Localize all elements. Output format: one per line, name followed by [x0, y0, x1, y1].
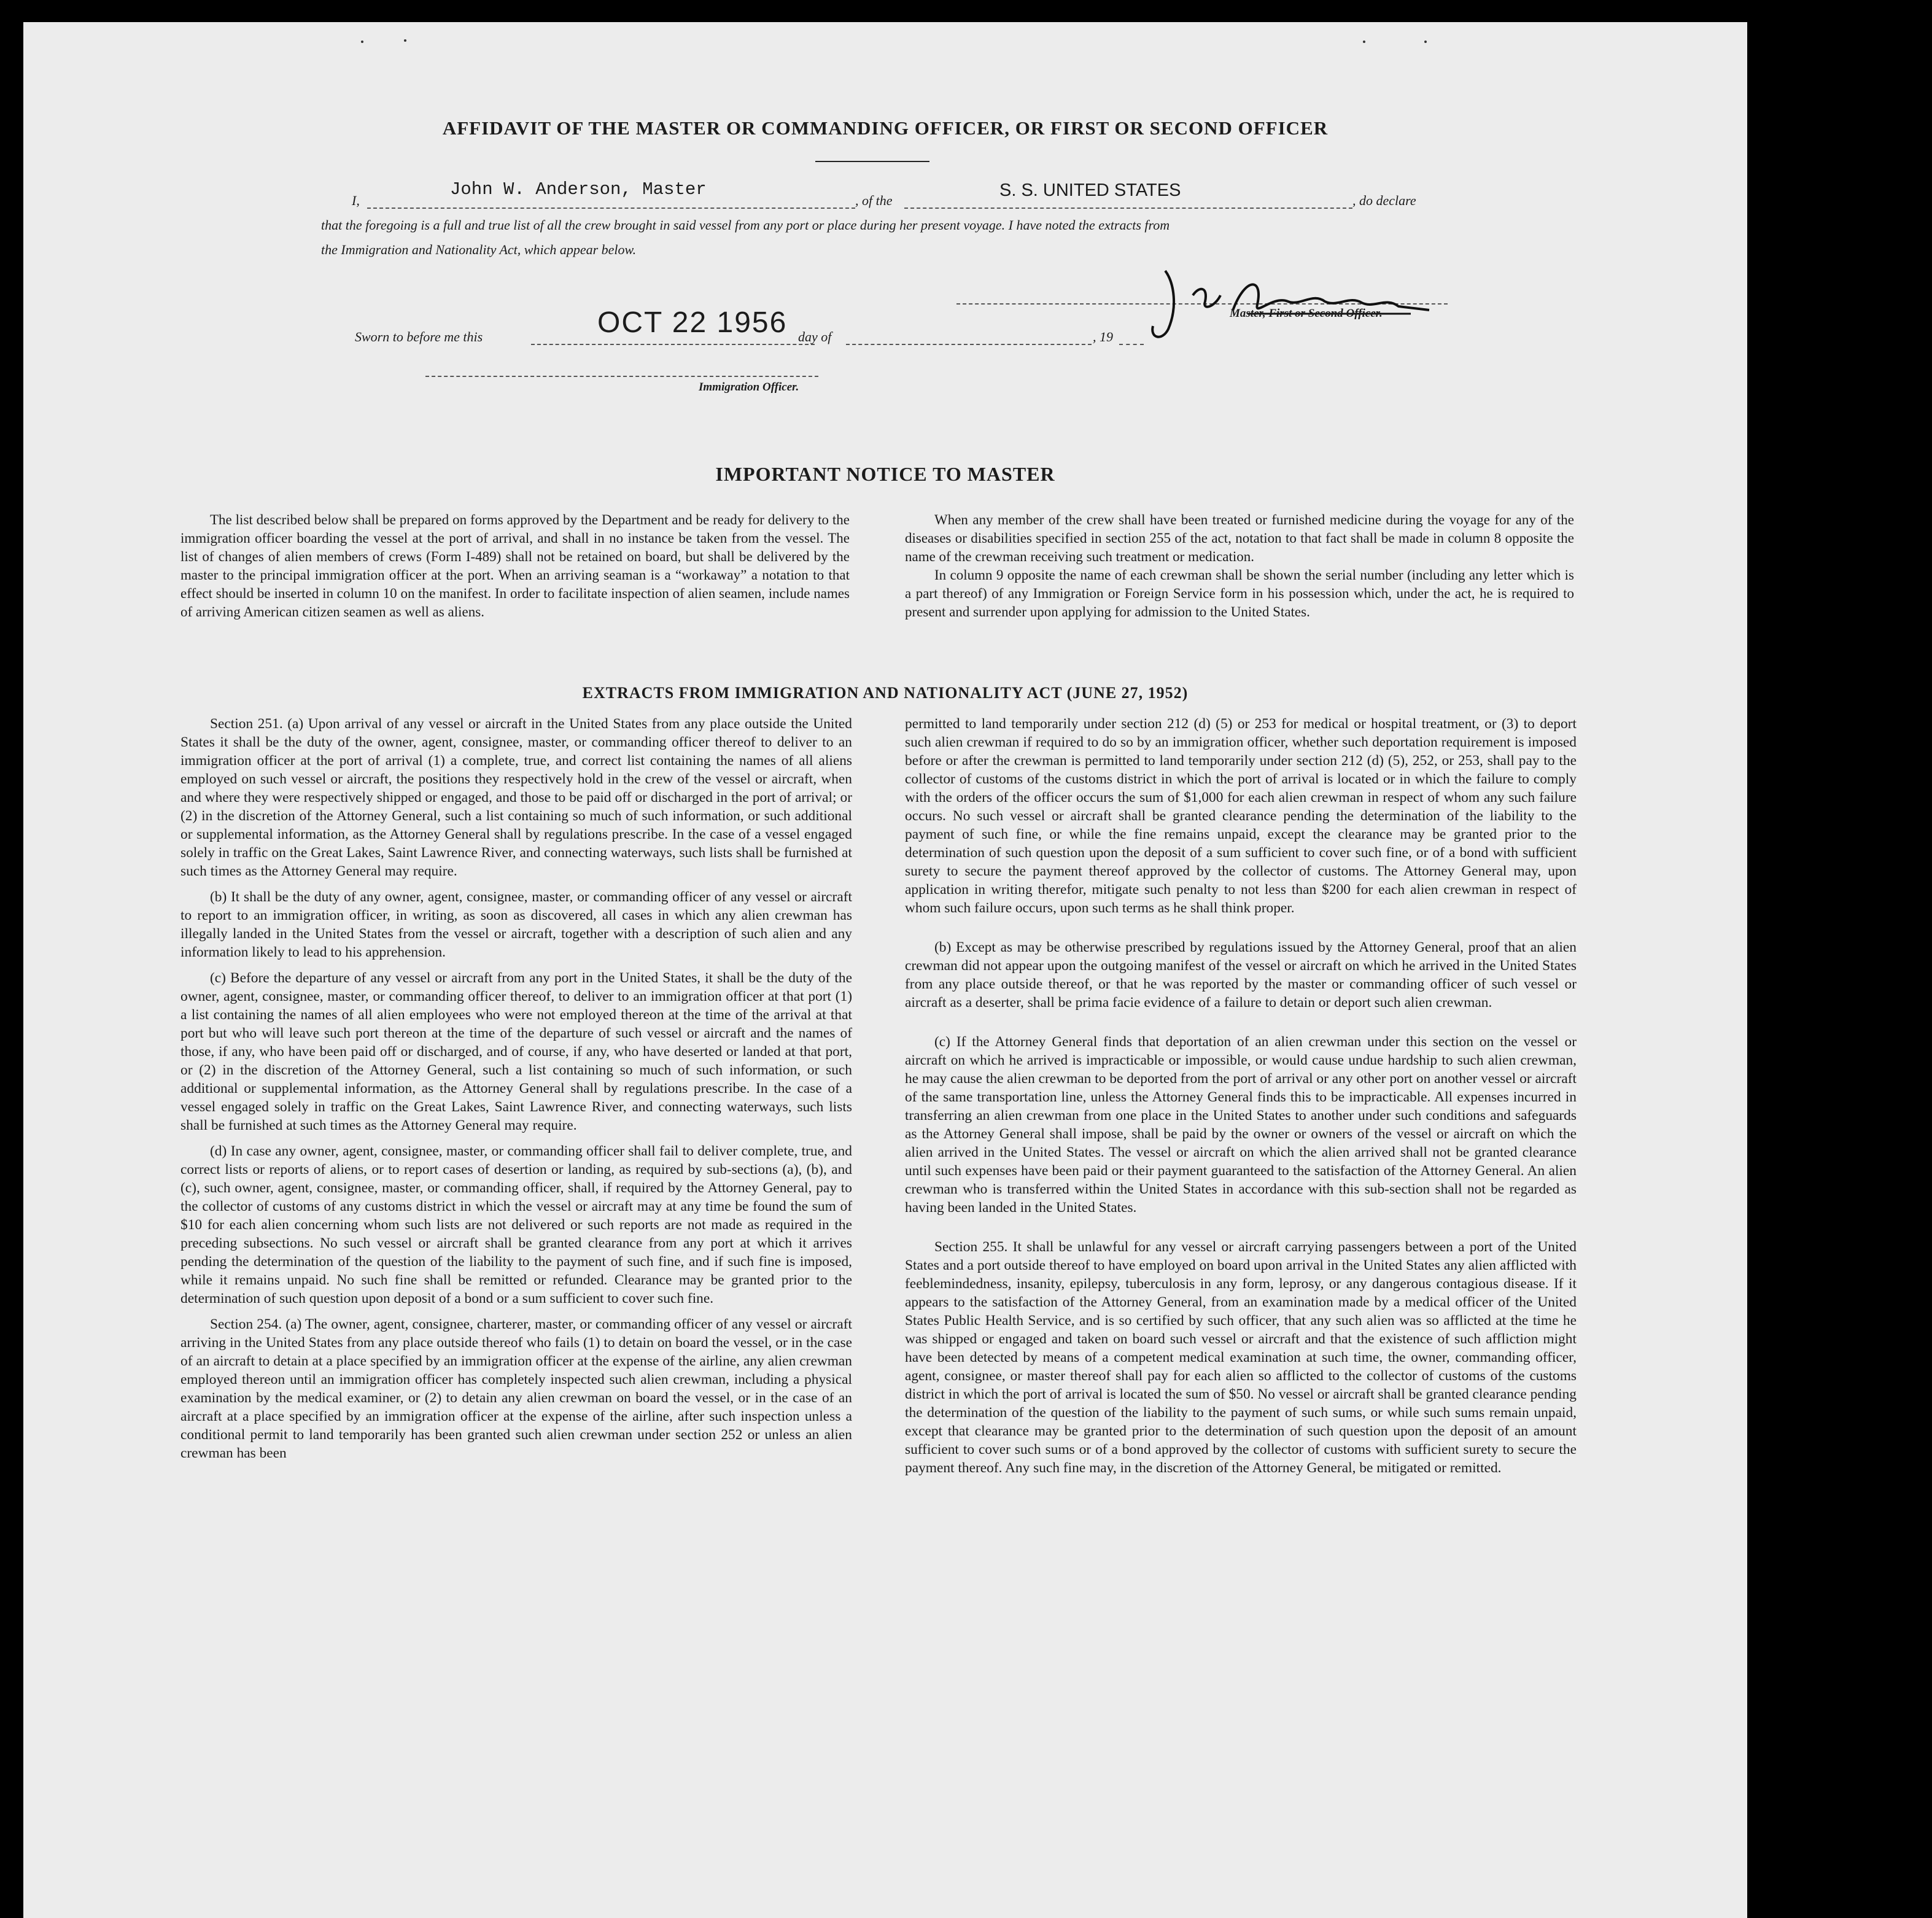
statement-line-1: that the foregoing is a full and true list of all the crew brought in said vessel from any port or place during her present voyage. I have noted the extracts from: [321, 217, 1170, 233]
scan-speck: [404, 39, 406, 42]
signature-image: [1141, 258, 1435, 347]
declarant-line: [367, 208, 855, 209]
section-254-a-continued: permitted to land temporarily under section 212 (d) (5) or 253 for medical or hospital treatment, or (3) to deport such alien crewman if required to do so by an immigration officer, whether such deportation requirement is imposed before or after the crewman is permitted to land temporarily under section 212 (d) (5), 252, or 253, shall pay to the collector of customs of the customs district in which the port of arrival is located or in which the failure to comply with the orders of the officer occurs the sum of $1,000 for each alien crewman in respect of whom any such failure occurs. No such vessel or aircraft shall be granted clearance pending the determination of the liability to the payment of such fine, or while the fine remains unpaid, except the clearance may be granted prior to the determination of such question upon the deposit of a sum sufficient to cover such fine, or of a bond with sufficient surety to secure the payment thereof approved by the collector of customs. The Attorney General may, upon application in writing therefor, mitigate such penalty to not less than $200 for each alien crewman in respect of whom such failure occurs, upon such terms as he shall think proper.: [905, 716, 1577, 916]
notice-right-paragraph-1: When any member of the crew shall have been treated or furnished medicine during the voyage for any of the diseases or disabilities specified in section 255 of the act, notation to that fact shall be made in column 8 opposite the name of the crewman receiving such treatment or medication.: [905, 512, 1574, 564]
notice-title: IMPORTANT NOTICE TO MASTER: [715, 463, 1055, 485]
day-of-label: day of: [798, 329, 832, 344]
notice-left-paragraph: The list described below shall be prepared on forms approved by the Department and be ready for delivery to the immigration officer boarding the vessel at the port of arrival, and shall in no instance be taken from the vessel. The list of changes of alien members of crews (Form I-489) shall not be retained on board, but shall be delivered by the master to the principal immigration officer at the port. When an arriving seaman is a “workaway” a notation to that effect should be inserted in column 10 on the manifest. In order to facilitate inspection of alien seamen, include names of arriving American citizen seamen as well as aliens.: [180, 512, 850, 619]
title-underline: [815, 161, 929, 162]
notice-right-column: [905, 511, 1574, 621]
scan-speck: [361, 41, 363, 43]
section-251-d: (d) In case any owner, agent, consignee, master, or commanding officer shall fail to deliver complete, true, and correct lists or reports of aliens, or to report cases of desertion or landing, as required by sub-sections (a), (b), and (c), such owner, agent, consignee, master, or commanding officer, shall, if required by the Attorney General, pay to the collector of customs of any customs district in which the vessel or aircraft may at any time be found the sum of $10 for each alien concerning whom such lists are not delivered or such reports are not made as required in the preceding subsections. No such vessel or aircraft shall be granted clearance from any port at which it arrives pending the determination of the question of the liability to the payment of such fine, and if such fine is imposed, while it remains unpaid. No such fine shall be remitted or refunded. Clearance may be granted prior to the determination of such question upon deposit of a bond or a sum sufficient to cover such fine.: [180, 1143, 852, 1306]
immigration-officer-caption: Immigration Officer.: [699, 381, 799, 394]
of-the-label: , of the: [855, 193, 893, 208]
section-254-a: Section 254. (a) The owner, agent, consignee, charterer, master, or commanding officer of any vessel or aircraft arriving in the United States from any place outside thereof who fails (1) to detain on board the vessel, or in the case of an aircraft to detain at a place specified by an immigration officer at the expense of the airline, any alien crewman employed thereon until an immigration officer has completely inspected such alien crewman, including a physical examination by the medical examiner, or (2) to detain any alien crewman on board the vessel, or in the case of an aircraft at a place specified by an immigration officer at the expense of the airline, after such inspection unless a conditional permit to land temporarily has been granted such alien crewman under section 252 or unless an alien crewman has been: [180, 1316, 852, 1461]
scan-speck: [1363, 41, 1365, 43]
section-251-c: (c) Before the departure of any vessel or aircraft from any port in the United States, it shall be the duty of the owner, agent, consignee, master, or commanding officer thereof, to deliver to an immigration officer at that port (1) a list containing the names of all alien employees who were not employed thereon at the time of the arrival at that port but who will leave such port thereon at the time of the departure of such vessel or aircraft and the names of those, if any, who have been paid off or discharged, and of course, if any, who have deserted or landed at that port, or (2) in the discretion of the Attorney General, such a list containing so much of such information, or such additional or supplemental information, as the Attorney General shall by regulations prescribe. In the case of a vessel engaged solely in traffic on the Great Lakes, Saint Lawrence River, and connecting waterways, such lists shall be furnished at such times as the Attorney General may require.: [180, 970, 852, 1133]
document-page: [23, 22, 1747, 1918]
section-251-a: Section 251. (a) Upon arrival of any vessel or aircraft in the United States from any place outside the United States it shall be the duty of the owner, agent, consignee, master, or commanding officer thereof to deliver to an immigration officer at the port of arrival (1) a complete, true, and correct list containing the names of all aliens employed on such vessel or aircraft, the positions they respectively hold in the crew of the vessel or aircraft, when and where they were respectively shipped or engaged, and those to be paid off or discharged in the port of arrival; or (2) in the discretion of the Attorney General, such a list containing so much of such information, or such additional or supplemental information, as the Attorney General shall by regulations prescribe. In the case of a vessel engaged solely in traffic on the Great Lakes, Saint Lawrence River, and connecting waterways, such lists shall be furnished at such times as the Attorney General may require.: [180, 716, 852, 879]
date-stamp: OCT 22 1956: [597, 306, 788, 339]
year-label: , 19: [1093, 329, 1113, 344]
declarant-name: John W. Anderson, Master: [450, 179, 707, 200]
do-declare-label: , do declare: [1352, 193, 1416, 208]
signature-caption: Master, First or Second Officer.: [1230, 307, 1383, 320]
i-label: I,: [352, 193, 360, 208]
section-255: Section 255. It shall be unlawful for any vessel or aircraft carrying passengers between a port of the United States and a port outside thereof to have employed on board upon arrival in the United States any alien afflicted with feeblemindedness, insanity, epilepsy, tuberculosis in any form, leprosy, or any dangerous contagious disease. If it appears to the satisfaction of the Attorney General, from an examination made by a medical officer of the United States Public Health Service, and is so certified by such officer, that any such alien was so afflicted at the time he was shipped or engaged and taken on board such vessel or aircraft and that the existence of such affliction might have been detected by means of a competent medical examination at such time, the owner, commanding officer, agent, consignee, or master thereof shall pay for each alien so afflicted to the collector of customs of the customs district in which the port of arrival is located the sum of $50. No vessel or aircraft shall be granted clearance pending the determination of the question of the liability to the payment of such sums, or while such sums remain unpaid, except that clearance may be granted prior to the determination of such question upon the deposit of an amount sufficient to cover such sums or of a bond approved by the collector of customs with sufficient surety to secure the payment thereof. Any such fine may, in the discretion of the Attorney General, be mitigated or remitted.: [905, 1239, 1577, 1476]
notice-left-column: [180, 511, 850, 621]
notice-right-paragraph-2: In column 9 opposite the name of each crewman shall be shown the serial number (including any letter which is a part thereof) of any Immigration or Foreign Service form in his possession which, under the act, he is required to present and surrender upon applying for admission to the United States.: [905, 567, 1574, 619]
year-line: [1119, 344, 1144, 345]
statement-line-2: the Immigration and Nationality Act, which appear below.: [321, 242, 637, 257]
extracts-left-column: [180, 715, 852, 1462]
extracts-title: EXTRACTS FROM IMMIGRATION AND NATIONALITY ACT (JUNE 27, 1952): [582, 684, 1189, 702]
sworn-day-line: [531, 344, 815, 345]
sworn-month-line: [846, 344, 1092, 345]
vessel-line: [904, 208, 1352, 209]
scan-speck: [1424, 41, 1427, 43]
affidavit-title: AFFIDAVIT OF THE MASTER OR COMMANDING OFFICER, OR FIRST OR SECOND OFFICER: [442, 117, 1329, 139]
immigration-officer-line: [425, 376, 818, 377]
section-254-c: (c) If the Attorney General finds that deportation of an alien crewman under this section on the vessel or aircraft on which he arrived is impracticable or impossible, or would cause undue hardship to such alien crewman, he may cause the alien crewman to be deported from the port of arrival or any other port on another vessel or aircraft of the same transportation line, unless the Attorney General finds this to be impracticable. All expenses incurred in transferring an alien crewman from one place in the United States to another under such conditions and safeguards as the Attorney General shall impose, shall be paid by the owner or owners of the vessel or aircraft on which the alien arrived in the United States. The vessel or aircraft on which the alien arrived shall not be granted clearance until such expenses have been paid or their payment guaranteed to the satisfaction of the Attorney General. An alien crewman who is transferred within the United States in accordance with this sub-section shall not be regarded as having been landed in the United States.: [905, 1034, 1577, 1216]
sworn-label: Sworn to before me this: [355, 329, 483, 344]
vessel-name: S. S. UNITED STATES: [999, 181, 1181, 200]
section-254-b: (b) Except as may be otherwise prescribed by regulations issued by the Attorney General, proof that an alien crewman did not appear upon the outgoing manifest of the vessel or aircraft on which he arrived in the United States from any place outside thereof, or that he was reported by the master or commanding officer of such vessel or aircraft as a deserter, shall be prima facie evidence of a failure to detain or deport such alien crewman.: [905, 939, 1577, 1011]
extracts-right-column: [905, 715, 1577, 1477]
section-251-b: (b) It shall be the duty of any owner, agent, consignee, master, or commanding officer of any vessel or aircraft to report to an immigration officer, in writing, as soon as discovered, all cases in which any alien crewman has illegally landed in the United States from the vessel or aircraft, together with a description of such alien and any information likely to lead to his apprehension.: [180, 889, 852, 960]
